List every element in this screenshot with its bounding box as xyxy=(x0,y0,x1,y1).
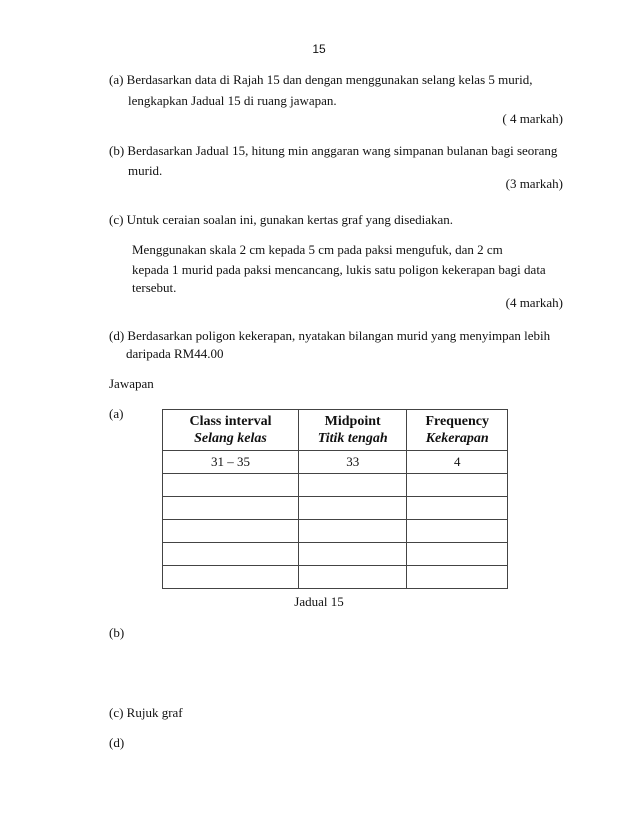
table-cell: 33 xyxy=(298,451,406,474)
table-row xyxy=(163,474,508,497)
table-cell[interactable] xyxy=(298,474,406,497)
table-cell[interactable] xyxy=(298,566,406,589)
table-row xyxy=(163,543,508,566)
answer-c-label: (c) Rujuk graf xyxy=(109,705,183,720)
table-cell[interactable] xyxy=(298,543,406,566)
question-b-marks: (3 markah) xyxy=(505,176,563,191)
question-c-line4: tersebut. xyxy=(132,280,177,295)
table-cell[interactable] xyxy=(298,497,406,520)
question-c-line1: (c) Untuk ceraian soalan ini, gunakan kertas graf yang disediakan. xyxy=(109,212,454,227)
question-d-line1: (d) Berdasarkan poligon kekerapan, nyatakan bilangan murid yang menyimpan lebih xyxy=(109,328,551,343)
table-cell[interactable] xyxy=(407,520,508,543)
question-a-line2: lengkapkan Jadual 15 di ruang jawapan. xyxy=(128,93,337,108)
page-number: 15 xyxy=(312,42,326,56)
table-cell[interactable] xyxy=(163,520,299,543)
header-frequency xyxy=(407,410,508,451)
table-cell[interactable] xyxy=(407,543,508,566)
header-class-interval-ms: Selang kelas xyxy=(194,431,267,446)
header-midpoint-ms: Titik tengah xyxy=(317,431,388,446)
table-cell[interactable] xyxy=(163,474,299,497)
question-a-line1: (a) Berdasarkan data di Rajah 15 dan dengan menggunakan selang kelas 5 murid, xyxy=(109,72,533,87)
table-cell[interactable] xyxy=(407,474,508,497)
table-cell[interactable] xyxy=(407,497,508,520)
question-a-marks: ( 4 markah) xyxy=(502,111,563,126)
table-cell: 31 – 35 xyxy=(163,451,299,474)
answer-heading: Jawapan xyxy=(109,376,154,391)
table-cell[interactable] xyxy=(163,543,299,566)
question-c-marks: (4 markah) xyxy=(505,295,563,310)
header-frequency-en: Frequency xyxy=(425,414,489,429)
question-b-line2: murid. xyxy=(128,163,163,178)
table-cell[interactable] xyxy=(163,566,299,589)
header-class-interval xyxy=(163,410,299,451)
header-midpoint xyxy=(298,410,406,451)
answer-b-label: (b) xyxy=(109,625,125,640)
table-header-row xyxy=(163,410,508,451)
table-row xyxy=(163,497,508,520)
answer-a-label: (a) xyxy=(109,406,124,421)
table-cell[interactable] xyxy=(407,566,508,589)
table-row xyxy=(163,566,508,589)
table-row xyxy=(163,520,508,543)
answer-d-label: (d) xyxy=(109,735,125,750)
table-row xyxy=(163,451,508,474)
table-cell: 4 xyxy=(407,451,508,474)
table-cell[interactable] xyxy=(298,520,406,543)
header-midpoint-en: Midpoint xyxy=(324,414,381,429)
question-d-line2: daripada RM44.00 xyxy=(126,346,224,361)
table-caption: Jadual 15 xyxy=(294,594,344,609)
header-class-interval-en: Class interval xyxy=(189,414,272,429)
question-b-line1: (b) Berdasarkan Jadual 15, hitung min anggaran wang simpanan bulanan bagi seorang xyxy=(109,143,558,158)
table-cell[interactable] xyxy=(163,497,299,520)
header-frequency-ms: Kekerapan xyxy=(425,431,489,446)
jadual-15-table xyxy=(162,409,508,589)
question-c-line3: kepada 1 murid pada paksi mencancang, lukis satu poligon kekerapan bagi data xyxy=(132,262,546,277)
question-c-line2: Menggunakan skala 2 cm kepada 5 cm pada paksi mengufuk, dan 2 cm xyxy=(132,242,503,257)
